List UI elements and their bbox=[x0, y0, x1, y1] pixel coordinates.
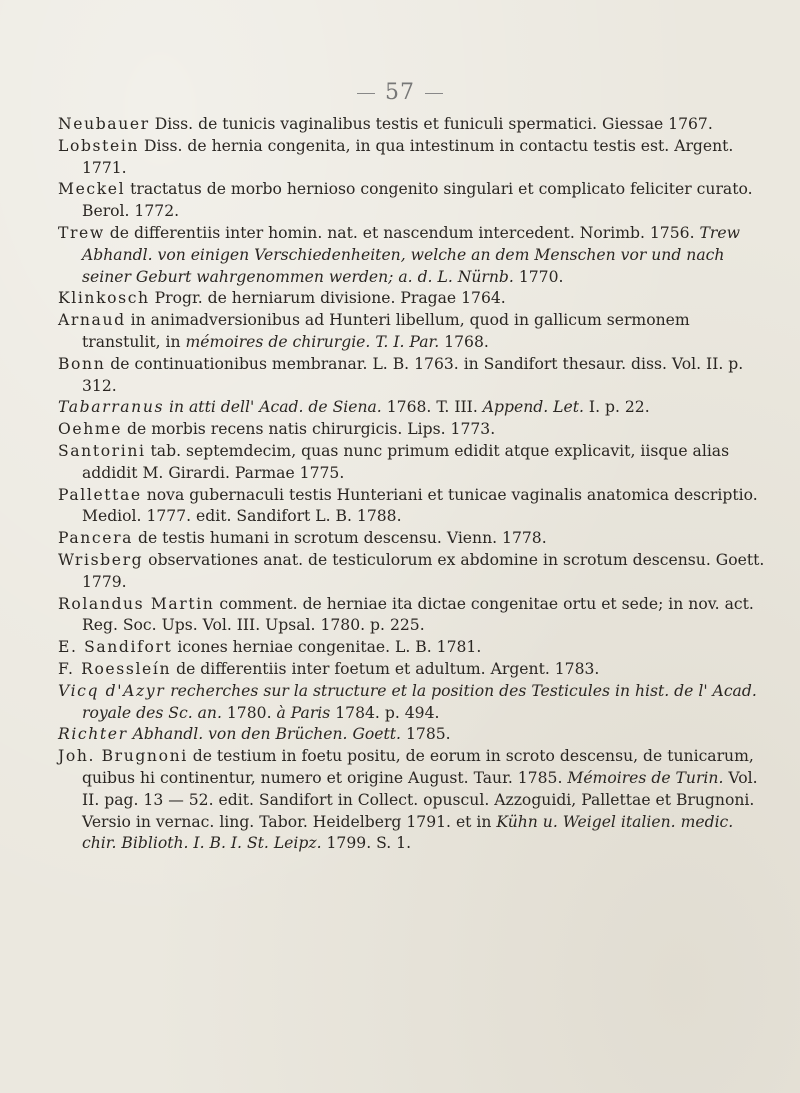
entry-author: Tabarranus bbox=[58, 398, 165, 417]
entry-author: Vicq d'Azyr bbox=[58, 681, 166, 700]
entry-title-italic: recherches sur la structure et la position des Testicules in hist. de l' Acad. royale des Sc. an. bbox=[82, 681, 757, 722]
entry-author: Wrisberg bbox=[58, 550, 144, 569]
entry-author: Joh. Brugnoni bbox=[58, 747, 188, 766]
entry-author: Richter bbox=[58, 725, 128, 744]
entry-oehme bbox=[58, 419, 770, 441]
entry-author: Arnaud bbox=[58, 311, 126, 330]
entry-text: Vol. II. pag. 13 — 52. edit. Sandifort in Collect. opuscul. Azzoguidi, Pallettae et Brugnoni. Versio in vernac. ling. Tabor. Heidelberg 1791. et in bbox=[82, 768, 758, 831]
entry-author: Neubauer bbox=[58, 115, 150, 133]
entry-text: 1784. p. 494. bbox=[330, 703, 440, 722]
entry-bonn bbox=[58, 354, 770, 398]
entry-author: Meckel bbox=[58, 180, 126, 199]
entry-text: 1780. bbox=[221, 703, 277, 722]
entry-title-italic: mémoires de chirurgie. T. I. Par. bbox=[185, 332, 440, 351]
entry-meckel bbox=[58, 179, 770, 223]
entry-santorini bbox=[58, 441, 770, 485]
entry-title-italic: Append. Let. bbox=[482, 398, 584, 417]
entry-richter bbox=[58, 724, 770, 746]
entry-text: 1770. bbox=[513, 267, 564, 286]
entry-author: F. Roessleín bbox=[58, 659, 172, 678]
entry-rolandus-martin bbox=[58, 594, 770, 638]
entry-klinkosch bbox=[58, 288, 770, 310]
entry-text: 1768. T. III. bbox=[381, 398, 483, 417]
entry-title-italic: à Paris bbox=[276, 703, 331, 722]
bibliography-list bbox=[58, 114, 770, 855]
entry-wrisberg bbox=[58, 550, 770, 594]
entry-text: comment. de herniae ita dictae congenitae ortu et sede; in nov. act. Reg. Soc. Ups. Vol. III. Upsal. 1780. p. 225. bbox=[82, 594, 754, 635]
entry-text: 1799. S. 1. bbox=[321, 834, 412, 853]
entry-lobstein bbox=[58, 136, 770, 180]
entry-text: observationes anat. de testiculorum ex abdomine in scrotum descensu. Goett. 1779. bbox=[82, 550, 765, 591]
entry-author: Oehme bbox=[58, 420, 123, 439]
entry-text: 1768. bbox=[439, 332, 489, 351]
entry-text: I. p. 22. bbox=[583, 398, 650, 417]
entry-arnaud bbox=[58, 310, 770, 354]
entry-text: tractatus de morbo hernioso congenito singulari et complicato feliciter curato. Berol. 1772. bbox=[82, 180, 753, 221]
entry-author: E. Sandifort bbox=[58, 638, 173, 657]
entry-text: de testis humani in scrotum descensu. Vienn. 1778. bbox=[133, 529, 547, 548]
entry-text: de continuationibus membranar. L. B. 1763. in Sandifort thesaur. diss. Vol. II. p. 312. bbox=[82, 354, 744, 395]
entry-roesslein bbox=[58, 659, 770, 681]
entry-sandifort bbox=[58, 637, 770, 659]
entry-text: Diss. de tunicis vaginalibus testis et funiculi spermatici. Giessae 1767. bbox=[149, 115, 713, 133]
entry-author: Bonn bbox=[58, 354, 106, 373]
entry-author: Lobstein bbox=[58, 136, 140, 155]
entry-author: Pancera bbox=[58, 529, 134, 548]
entry-text: Diss. de hernia congenita, in qua intestinum in contactu testis est. Argent. 1771. bbox=[82, 136, 734, 177]
entry-pallettae bbox=[58, 485, 770, 529]
page-number: 57 bbox=[0, 80, 800, 105]
entry-author: Rolandus Martin bbox=[58, 594, 215, 613]
entry-tabarranus bbox=[58, 397, 770, 419]
entry-author: Trew bbox=[58, 223, 105, 242]
entry-text: nova gubernaculi testis Hunteriani et tunicae vaginalis anatomica descriptio. Mediol. 1777. edit. Sandifort L. B. 1788. bbox=[82, 485, 758, 526]
entry-text: de differentiis inter homin. nat. et nascendum intercedent. Norimb. 1756. bbox=[104, 223, 700, 242]
entry-neubauer bbox=[58, 114, 770, 136]
entry-text: de testium in foetu positu, de eorum in scroto descensu, de tunicarum, quibus hi continentur, numero et origine August. Taur. 1785. bbox=[82, 747, 754, 787]
entry-brugnoni bbox=[58, 746, 770, 855]
entry-title-italic: in atti dell' Acad. de Siena. bbox=[164, 398, 382, 417]
entry-text: Progr. de herniarum divisione. Pragae 1764. bbox=[149, 289, 506, 308]
entry-text: de differentiis inter foetum et adultum. Argent. 1783. bbox=[171, 659, 600, 678]
entry-title-italic: Kühn u. Weigel italien. medic. chir. Biblioth. I. B. I. St. Leipz. bbox=[82, 812, 734, 853]
entry-pancera bbox=[58, 528, 770, 550]
entry-author: Pallettae bbox=[58, 485, 142, 504]
entry-trew bbox=[58, 223, 770, 288]
entry-author: Klinkosch bbox=[58, 289, 150, 308]
entry-title-italic: Trew Abhandl. von einigen Verschiedenheiten, welche an dem Menschen vor und nach seiner Geburt wahrgenommen werden; a. d. L. Nürnb. bbox=[82, 223, 740, 286]
entry-vicq-dazyr bbox=[58, 681, 770, 725]
entry-title-italic: Mémoires de Turin. bbox=[567, 768, 724, 787]
entry-text: icones herniae congenitae. L. B. 1781. bbox=[172, 638, 482, 657]
entry-text: in animadversionibus ad Hunteri libellum, quod in gallicum sermonem transtulit, in bbox=[82, 311, 690, 351]
entry-text: de morbis recens natis chirurgicis. Lips. 1773. bbox=[122, 420, 496, 439]
entry-author: Santorini bbox=[58, 441, 146, 460]
entry-title-italic: Abhandl. von den Brüchen. Goett. bbox=[127, 725, 402, 744]
entry-text: 1785. bbox=[401, 725, 451, 744]
entry-text: tab. septemdecim, quas nunc primum edidit atque explicavit, iisque alias addidit M. Girardi. Parmae 1775. bbox=[82, 441, 730, 482]
